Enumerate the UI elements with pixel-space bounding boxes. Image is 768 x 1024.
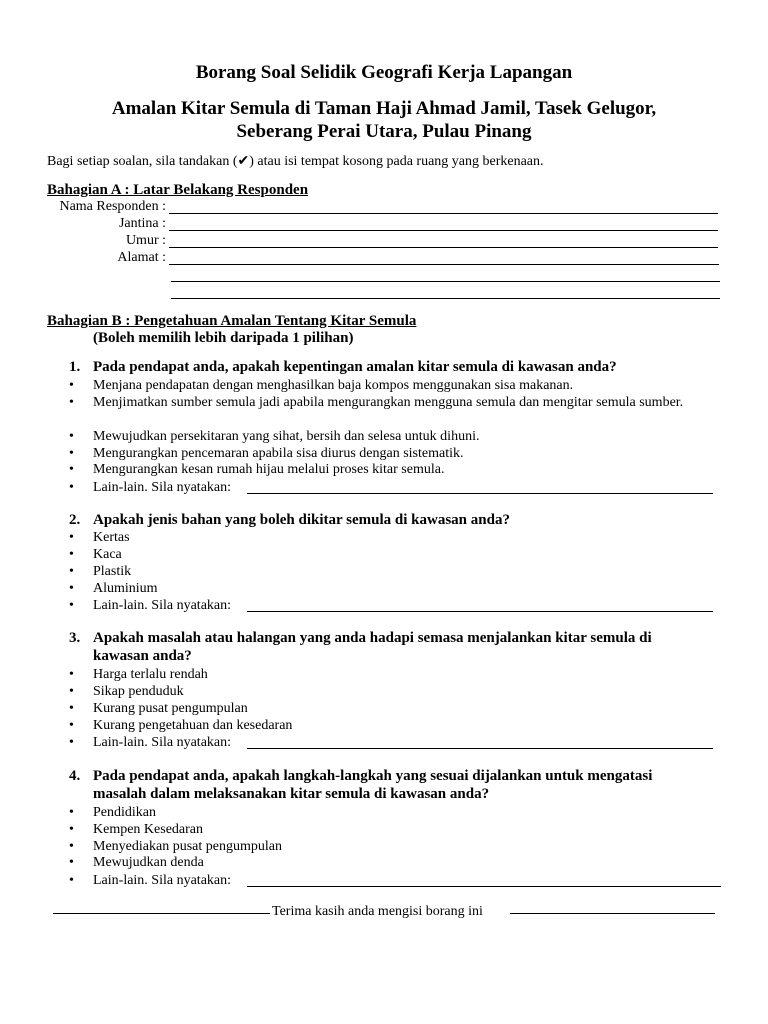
umur-input-line[interactable] (169, 247, 718, 248)
q4-option-label: Kempen Kesedaran (93, 822, 204, 837)
q2-other-input-line[interactable] (247, 611, 713, 612)
q1-other-input-line[interactable] (247, 493, 713, 494)
alamat-input-line-2[interactable] (171, 281, 720, 282)
question-1-text: Pada pendapat anda, apakah kepentingan amalan kitar semula di kawasan anda? (93, 359, 617, 375)
bullet-icon: • (69, 667, 74, 682)
q4-option-label: Pendidikan (93, 805, 156, 820)
footer-rule-left (53, 913, 270, 914)
q1-option-label: Menjimatkan sumber semula jadi apabila mengurangkan mengguna semula dan mengitar semula sumber. (93, 395, 684, 410)
question-2-text: Apakah jenis bahan yang boleh dikitar semula di kawasan anda? (93, 512, 510, 528)
q3-option-label: Harga terlalu rendah (93, 667, 208, 682)
bullet-icon: • (69, 395, 74, 410)
q2-option-label: Kertas (93, 530, 130, 545)
bullet-icon: • (69, 855, 74, 870)
question-3-text-line-1: Apakah masalah atau halangan yang anda hadapi semasa menjalankan kitar semula di (93, 630, 652, 646)
bullet-icon: • (69, 873, 74, 888)
alamat-input-line-1[interactable] (169, 264, 719, 265)
bullet-icon: • (69, 530, 74, 545)
bullet-icon: • (69, 805, 74, 820)
field-jantina-label: Jantina : (118, 216, 166, 231)
bullet-icon: • (69, 701, 74, 716)
field-nama (40, 199, 166, 216)
nama-input-line[interactable] (169, 213, 718, 214)
section-a-heading: Bahagian A : Latar Belakang Responden (47, 182, 309, 198)
instruction-text: Bagi setiap soalan, sila tandakan (✔) atau isi tempat kosong pada ruang yang berkenaan. (47, 154, 544, 169)
q4-option-label: Mewujudkan denda (93, 855, 204, 870)
footer-text: Terima kasih anda mengisi borang ini (272, 904, 483, 919)
field-nama-label: Nama Responden : (59, 199, 166, 214)
q1-option-label: Mewujudkan persekitaran yang sihat, bersih dan selesa untuk dihuni. (93, 429, 480, 444)
section-b-heading: Bahagian B : Pengetahuan Amalan Tentang Kitar Semula (47, 313, 417, 329)
q4-other-input-line[interactable] (247, 886, 721, 887)
q3-option-other-label: Lain-lain. Sila nyatakan: (93, 735, 232, 750)
q4-option-other-label: Lain-lain. Sila nyatakan: (93, 873, 232, 888)
bullet-icon: • (69, 462, 74, 477)
field-umur (40, 233, 166, 250)
section-b-note: (Boleh memilih lebih daripada 1 pilihan) (93, 330, 354, 346)
q2-option-label: Kaca (93, 547, 122, 562)
bullet-icon: • (69, 480, 74, 495)
q4-option-label: Menyediakan pusat pengumpulan (93, 839, 282, 854)
bullet-icon: • (69, 598, 74, 613)
question-3-text-line-2: kawasan anda? (93, 648, 192, 664)
q3-other-input-line[interactable] (247, 748, 713, 749)
bullet-icon: • (69, 684, 74, 699)
bullet-icon: • (69, 378, 74, 393)
page-title: Borang Soal Selidik Geografi Kerja Lapangan (195, 62, 573, 83)
bullet-icon: • (69, 735, 74, 750)
q2-option-label: Aluminium (93, 581, 158, 596)
q1-option-other-label: Lain-lain. Sila nyatakan: (93, 480, 232, 495)
field-jantina (40, 216, 166, 233)
footer-rule-right (510, 913, 715, 914)
q2-option-other-label: Lain-lain. Sila nyatakan: (93, 598, 232, 613)
field-alamat-label: Alamat : (117, 250, 166, 265)
q1-option-label: Menjana pendapatan dengan menghasilkan baja kompos menggunakan sisa makanan. (93, 378, 574, 393)
question-1-number: 1. (69, 359, 81, 375)
bullet-icon: • (69, 839, 74, 854)
subtitle-line-2: Seberang Perai Utara, Pulau Pinang (236, 121, 532, 142)
question-2-number: 2. (69, 512, 81, 528)
question-4-text-line-2: masalah dalam melaksanakan kitar semula di kawasan anda? (93, 786, 490, 802)
q3-option-label: Sikap penduduk (93, 684, 184, 699)
jantina-input-line[interactable] (169, 230, 718, 231)
bullet-icon: • (69, 564, 74, 579)
bullet-icon: • (69, 547, 74, 562)
q1-option-label: Mengurangkan pencemaran apabila sisa diurus dengan sistematik. (93, 446, 464, 461)
q2-option-label: Plastik (93, 564, 132, 579)
q1-option-label: Mengurangkan kesan rumah hijau melalui proses kitar semula. (93, 462, 445, 477)
q3-option-label: Kurang pengetahuan dan kesedaran (93, 718, 293, 733)
bullet-icon: • (69, 822, 74, 837)
question-4-text-line-1: Pada pendapat anda, apakah langkah-langkah yang sesuai dijalankan untuk mengatasi (93, 768, 653, 784)
question-4-number: 4. (69, 768, 81, 784)
bullet-icon: • (69, 446, 74, 461)
subtitle-line-1: Amalan Kitar Semula di Taman Haji Ahmad Jamil, Tasek Gelugor, (111, 98, 657, 119)
bullet-icon: • (69, 718, 74, 733)
bullet-icon: • (69, 581, 74, 596)
field-umur-label: Umur : (125, 233, 166, 248)
question-3-number: 3. (69, 630, 81, 646)
field-alamat (40, 250, 166, 267)
q3-option-label: Kurang pusat pengumpulan (93, 701, 248, 716)
alamat-input-line-3[interactable] (171, 298, 720, 299)
bullet-icon: • (69, 429, 74, 444)
